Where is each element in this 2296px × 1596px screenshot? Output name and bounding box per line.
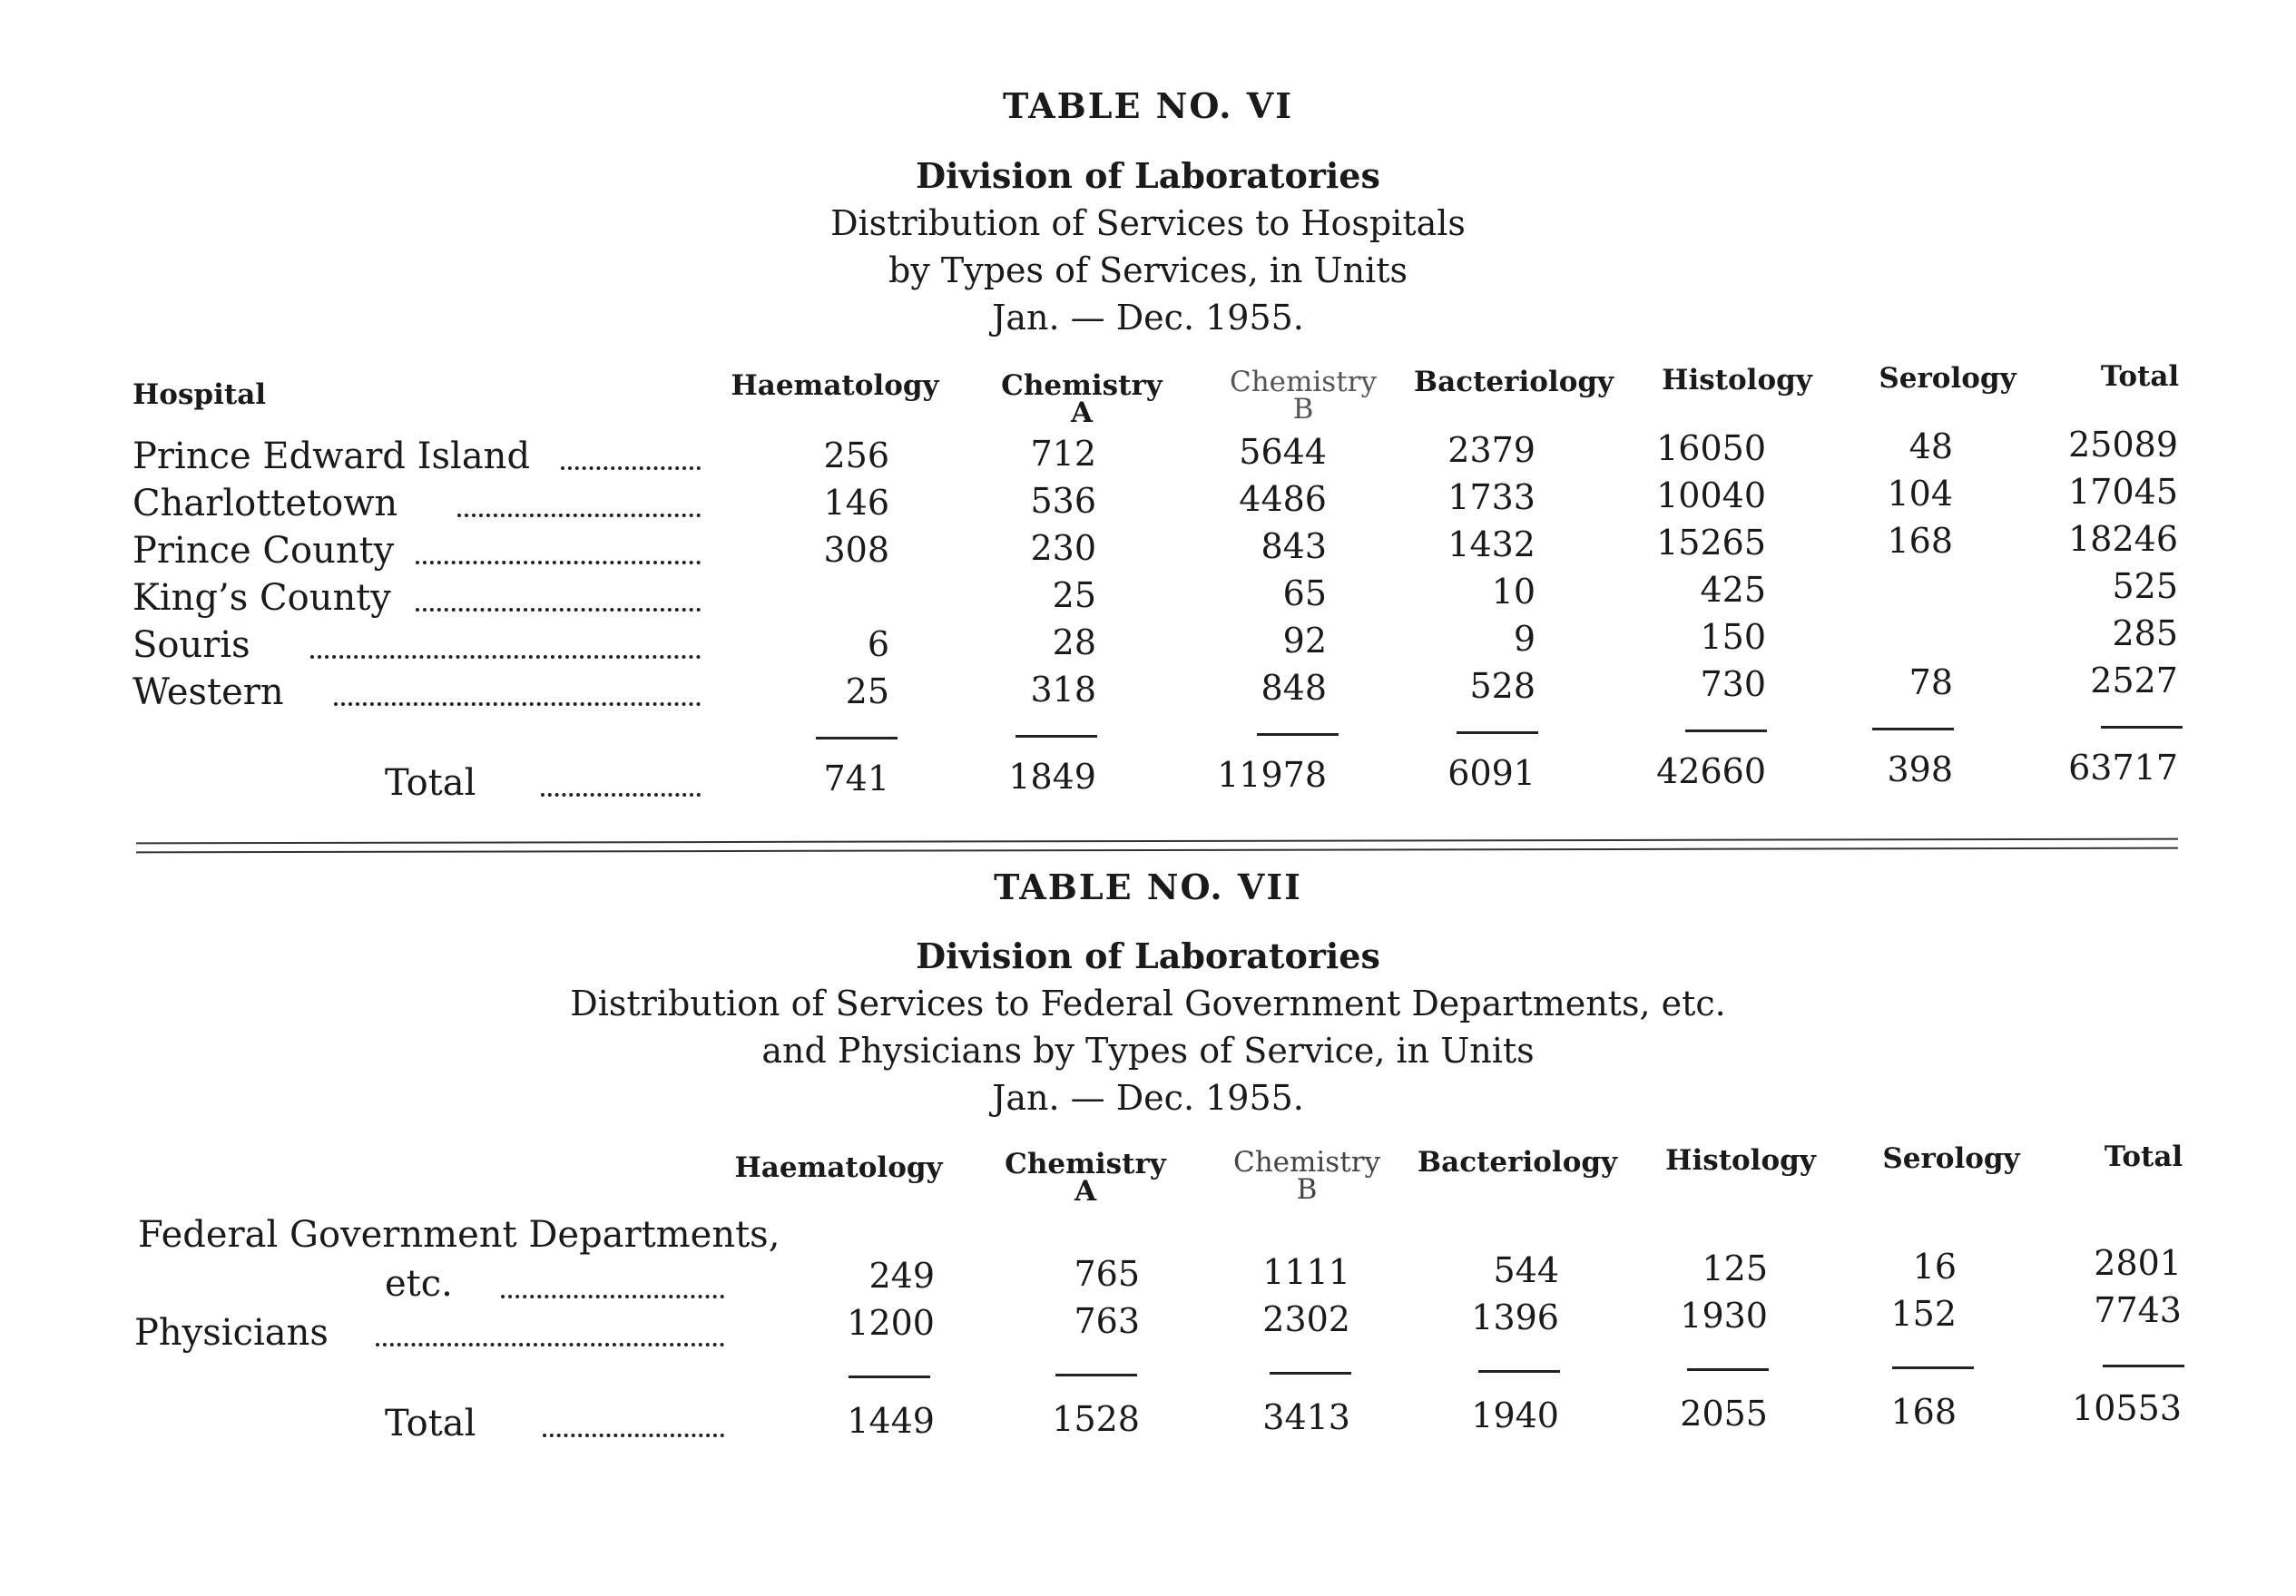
table7-cell: 765 — [1074, 1254, 1140, 1294]
table6-total-cell: 741 — [823, 759, 889, 798]
table7-division: Division of Laboratories — [916, 935, 1380, 976]
col-label: Chemistry — [1005, 1148, 1166, 1180]
table7-col-bacteriology — [1399, 1146, 1635, 1179]
table7-col-haematology — [721, 1151, 957, 1184]
table6-period: Jan. — Dec. 1955. — [992, 298, 1304, 338]
table7-subtitle1: Distribution of Services to Federal Government Departments, etc. — [570, 984, 1726, 1023]
table6-cell: 168 — [1887, 521, 1953, 561]
sum-rule — [1270, 1372, 1351, 1375]
col-label: Bacteriology — [1413, 366, 1614, 398]
table6-cell: 2379 — [1447, 430, 1536, 470]
table6-col-bacteriology — [1396, 368, 1632, 396]
table6-subtitle2: by Types of Services, in Units — [888, 250, 1408, 290]
sum-rule — [2101, 726, 2183, 729]
sum-rule — [816, 737, 898, 739]
table7-total-cell: 2055 — [1680, 1394, 1768, 1434]
table6-cell: 16050 — [1656, 428, 1766, 468]
leader-dots — [541, 793, 701, 797]
table7-row-label-etc: etc. — [385, 1263, 453, 1305]
table6-cell: 10 — [1491, 572, 1536, 612]
leader-dots — [457, 514, 701, 517]
table6-cell: 25089 — [2068, 425, 2178, 465]
sum-rule — [1016, 735, 1097, 738]
table6-cell: 48 — [1908, 426, 1953, 466]
table6-cell: 9 — [1513, 619, 1536, 659]
col-label: Total — [2100, 360, 2180, 393]
table6-cell: 230 — [1030, 528, 1096, 568]
table7-cell: 763 — [1074, 1301, 1140, 1341]
table6-division-block — [0, 152, 2296, 341]
table7-cell: 1396 — [1471, 1297, 1559, 1337]
table7-col-total — [2026, 1141, 2262, 1173]
leader-dots — [376, 1343, 724, 1346]
table7-total-cell: 1528 — [1052, 1399, 1140, 1439]
table6-total-cell: 398 — [1887, 749, 1953, 789]
table6-col-chemistry-a — [964, 369, 1200, 429]
table7-cell: 2302 — [1262, 1299, 1350, 1339]
table7-col-chemistry-a — [967, 1148, 1203, 1208]
table7-cell: 125 — [1702, 1248, 1768, 1288]
leader-dots — [501, 1295, 724, 1298]
sum-rule — [1687, 1368, 1769, 1371]
table6-cell: 18246 — [2068, 519, 2178, 559]
table7-division-block — [0, 933, 2296, 1121]
table7-cell: 1930 — [1680, 1296, 1768, 1336]
table6-cell: 146 — [823, 483, 889, 523]
table7-heading — [0, 865, 2296, 910]
table6-cell: 536 — [1030, 481, 1096, 521]
col-label: Serology — [1879, 362, 2016, 395]
table6-row-label: Charlottetown — [132, 483, 398, 524]
table7-total-cell: 1940 — [1471, 1395, 1559, 1435]
table6-cell: 25 — [1052, 575, 1096, 615]
separator-line — [136, 838, 2178, 845]
table6-row-label: Prince Edward Island — [132, 436, 531, 477]
table7-cell: 2801 — [2094, 1243, 2182, 1283]
table7-total-cell: 1449 — [847, 1401, 935, 1441]
col-label: Chemistry — [1229, 366, 1378, 398]
col-label: Chemistry — [1232, 1146, 1381, 1179]
table7-title: TABLE NO. VII — [994, 867, 1302, 907]
table6-col-total — [2022, 360, 2258, 393]
table6-total-cell: 42660 — [1656, 751, 1766, 791]
col-label: Total — [2104, 1141, 2183, 1173]
table6-col-haematology — [717, 369, 953, 402]
table6-cell: 308 — [823, 530, 889, 570]
sum-rule — [849, 1376, 930, 1378]
leader-dots — [334, 702, 701, 706]
table6-cell: 256 — [823, 436, 889, 475]
separator-line — [136, 847, 2178, 854]
table6-col-chemistry-b — [1185, 366, 1421, 426]
table7-row-label-physicians: Physicians — [134, 1312, 329, 1354]
table6-cell: 525 — [2112, 566, 2178, 606]
table7-col-chemistry-b — [1189, 1146, 1425, 1206]
col-label: Chemistry — [1001, 369, 1163, 402]
col-sublabel: B — [1296, 1173, 1318, 1206]
table6-cell: 1432 — [1447, 524, 1536, 564]
table6-cell: 104 — [1887, 474, 1953, 514]
table6-cell: 28 — [1052, 622, 1096, 662]
leader-dots — [416, 608, 701, 612]
table7-cell: 7743 — [2094, 1290, 2182, 1330]
table6-col-histology — [1619, 364, 1855, 397]
table6-total-cell: 63717 — [2068, 748, 2178, 788]
table6-cell: 5644 — [1239, 432, 1327, 472]
table6-cell: 78 — [1908, 662, 1953, 702]
table7-cell: 1111 — [1262, 1252, 1350, 1292]
table6-cell: 150 — [1700, 617, 1766, 657]
sum-rule — [1478, 1370, 1560, 1373]
table7-cell: 152 — [1890, 1294, 1957, 1334]
table6-subtitle1: Distribution of Services to Hospitals — [830, 203, 1466, 243]
table6-row-header: Hospital — [132, 378, 267, 411]
table7-period: Jan. — Dec. 1955. — [992, 1078, 1304, 1118]
col-sublabel: A — [1074, 1175, 1097, 1208]
table6-total-cell: 6091 — [1447, 753, 1536, 793]
table6-cell: 2527 — [2090, 661, 2178, 700]
table7-col-histology — [1623, 1144, 1859, 1177]
table7-total-cell: 3413 — [1262, 1397, 1350, 1437]
leader-dots — [561, 466, 701, 470]
table7-cell: 1200 — [847, 1303, 935, 1343]
sum-rule — [1457, 731, 1538, 734]
table6-cell: 92 — [1282, 621, 1327, 661]
sum-rule — [1872, 728, 1954, 730]
table6-cell: 25 — [845, 671, 889, 711]
table6-cell: 15265 — [1656, 523, 1766, 563]
table6-cell: 528 — [1469, 666, 1536, 706]
table6-division: Division of Laboratories — [916, 155, 1380, 196]
col-sublabel: A — [1070, 397, 1094, 429]
col-label: Haematology — [731, 369, 939, 402]
table6-total-cell: 11978 — [1217, 755, 1327, 795]
table6-cell: 425 — [1700, 570, 1766, 610]
leader-dots — [416, 561, 701, 564]
table6-cell: 848 — [1261, 668, 1327, 708]
leader-dots — [310, 655, 701, 659]
table6-row-label: King’s County — [132, 577, 391, 619]
sum-rule — [1892, 1366, 1974, 1369]
table6-title: TABLE NO. VI — [1002, 85, 1294, 126]
table7-total-label: Total — [385, 1403, 476, 1444]
table7-row-label-federal: Federal Government Departments, — [138, 1214, 780, 1256]
col-label: Haematology — [734, 1151, 943, 1184]
table6-cell: 318 — [1030, 670, 1096, 710]
table6-cell: 10040 — [1656, 475, 1766, 515]
sum-rule — [1055, 1374, 1137, 1376]
table6-row-label: Souris — [132, 624, 250, 666]
table6-heading — [0, 83, 2296, 129]
sum-rule — [1685, 729, 1767, 732]
table7-total-cell: 10553 — [2072, 1388, 2182, 1428]
sum-rule — [2103, 1365, 2184, 1367]
table6-cell: 4486 — [1239, 479, 1327, 519]
col-label: Bacteriology — [1417, 1146, 1618, 1179]
table7-cell: 16 — [1912, 1247, 1957, 1287]
sum-rule — [1257, 733, 1339, 736]
table6-cell: 712 — [1030, 434, 1096, 474]
table6-cell: 6 — [867, 624, 889, 664]
col-label: Histology — [1662, 364, 1812, 397]
table6-cell: 17045 — [2068, 472, 2178, 512]
table6-total-label: Total — [385, 762, 476, 804]
table6-cell: 1733 — [1447, 477, 1536, 517]
table7-cell: 544 — [1493, 1250, 1559, 1290]
table6-total-cell: 1849 — [1008, 757, 1096, 797]
table7-subtitle2: and Physicians by Types of Service, in Units — [761, 1031, 1535, 1071]
table6-cell: 730 — [1700, 664, 1766, 704]
table6-row-label: Prince County — [132, 530, 395, 572]
leader-dots — [543, 1434, 724, 1437]
table7-total-cell: 168 — [1890, 1392, 1957, 1432]
table7-cell: 249 — [868, 1256, 935, 1296]
table6-cell: 285 — [2112, 613, 2178, 653]
col-sublabel: B — [1292, 393, 1314, 426]
table6-row-label: Western — [132, 671, 284, 713]
col-label: Histology — [1665, 1144, 1816, 1177]
table6-cell: 65 — [1282, 573, 1327, 613]
col-label: Serology — [1882, 1142, 2020, 1175]
table6-cell: 843 — [1261, 526, 1327, 566]
